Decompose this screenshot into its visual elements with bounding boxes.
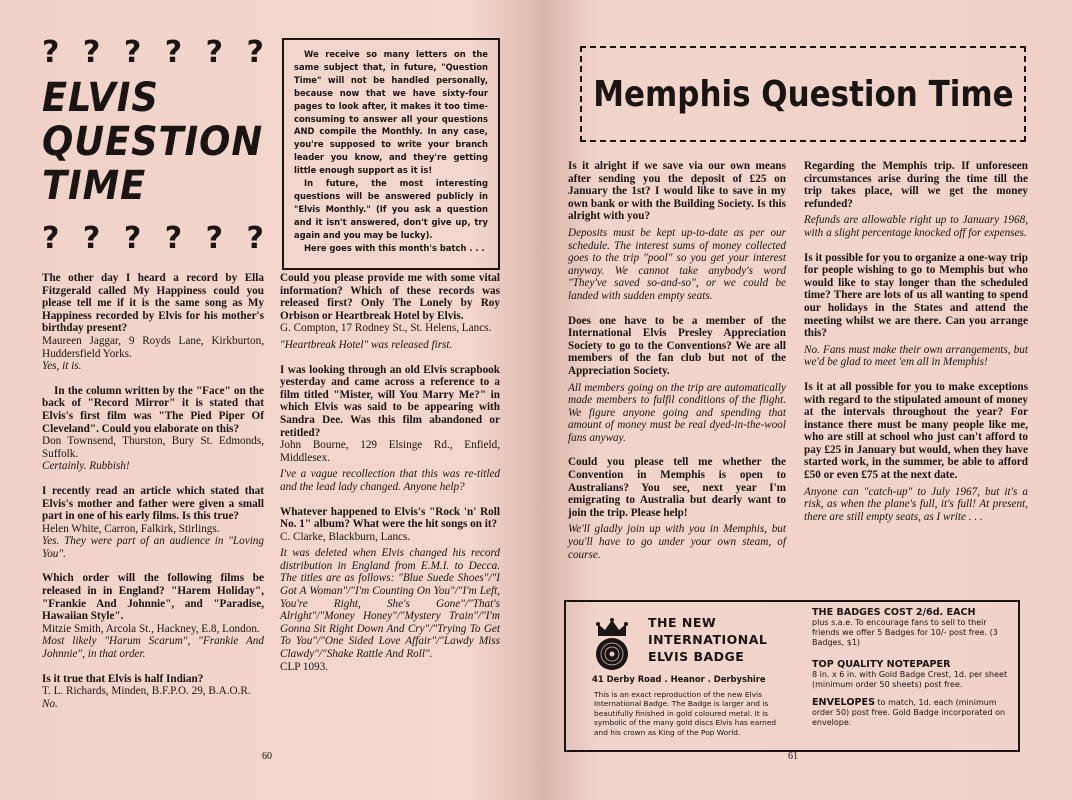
answer-text: We'll gladly join up with you in Memphis, but you'll have to go under your own steam, of course. xyxy=(568,523,786,561)
title-line: TIME xyxy=(42,163,147,209)
sender-text: Mitzie Smith, Arcola St., Hackney, E.8, London. xyxy=(42,622,260,635)
notepaper-heading: TOP QUALITY NOTEPAPER xyxy=(812,659,951,670)
page-number: 61 xyxy=(788,751,798,762)
page-title xyxy=(42,76,263,208)
sender-text: C. Clarke, Blackburn, Lancs. xyxy=(280,530,411,543)
ad-title-line: INTERNATIONAL xyxy=(648,632,768,647)
answer-text: I've a vague recollection that this was re-titled and the lead lady changed. Anyone help? xyxy=(280,468,500,493)
answer-text: No. xyxy=(42,697,58,710)
question-text: The other day I heard a record by Ella Fitzgerald called My Happiness could you please tell me if it is the same song as My Happiness recorded by Elvis for his mother's birthday present? xyxy=(42,272,264,335)
right-column-2 xyxy=(804,160,1028,523)
question-text: Does one have to be a member of the International Elvis Presley Appreciation Society to go to the Conventions? We are all members of the fan club but not of the Appreciation Society. xyxy=(568,314,786,377)
page-title: Memphis Question Time xyxy=(592,73,1014,115)
ad-title-line: ELVIS BADGE xyxy=(648,649,745,664)
answer-text: It was deleted when Elvis changed his record distribution in England from E.M.I. to Decca. The titles are as follows: "Blue Suede Shoes"/"I Got A Woman"/"I'm Counting On You"/"I'm Left, You're Right, She's Gone"/"That's Alright"/"Money Honey"/"Mystery Train"/"I'm Gonna Sit Right Down And Cry"/"Trying To Get To You"/"One Sided Love Affair"/"Lawdy Miss Clawdy"/"Shake Rattle And Roll". xyxy=(280,547,500,661)
question-mark: ? xyxy=(246,35,264,70)
answer-text: Yes. They were part of an audience in "Loving You". xyxy=(42,535,264,560)
question-mark: ? xyxy=(42,221,60,256)
question-mark: ? xyxy=(42,35,60,70)
left-column-1 xyxy=(42,272,264,710)
answer-text: Yes, it is. xyxy=(42,360,82,373)
catalogue-number: CLP 1093. xyxy=(280,660,329,673)
question-mark: ? xyxy=(82,221,101,256)
sender-text: Maureen Jaggar, 9 Royds Lane, Kirkburton, Huddersfield Yorks. xyxy=(42,334,264,360)
sender-text: Helen White, Carron, Falkirk, Stirlings. xyxy=(42,522,220,535)
title-line: ELVIS xyxy=(42,75,159,121)
answer-text: Certainly. Rubbish! xyxy=(42,460,130,473)
question-mark: ? xyxy=(246,221,264,256)
question-text: Is it at all possible for you to make exceptions with regard to the stipulated amount of money at the intervals throughout the year? For instance there must be many people like me, who are still at school who just can't afford to pay £25 in January but would, when they have started work, in the summer, be able to afford £50 or even £75 at the next date. xyxy=(804,380,1028,482)
intro-paragraph: Here goes with this month's batch . . . xyxy=(304,242,485,253)
answer-text: Anyone can "catch-up" to July 1967, but it's a risk, as when the plane's full, it's full! At present, there are still empty seats, as I write . . . xyxy=(804,485,1028,523)
intro-paragraph: In future, the most interesting questions will be answered publicly in "Elvis Monthly." (If you ask a question and it isn't answered, don't give up, try again and you may be lucky). xyxy=(294,178,488,240)
ad-address: 41 Derby Road . Heanor . Derbyshire xyxy=(592,674,766,684)
question-text: I recently read an article which stated that Elvis's mother and father were given a small part in one of his early films. Is this true? xyxy=(42,484,264,523)
question-text: Is it possible for you to organize a one-way trip for people wishing to go to Memphis but who would like to stay longer than the scheduled time? There are lots of us all wanting to spend our holidays in the States and attend the meeting whilst we are there. Can you arrange this? xyxy=(804,251,1028,340)
answer-text: "Heartbreak Hotel" was released first. xyxy=(280,338,453,351)
left-page xyxy=(0,0,534,800)
question-text: Regarding the Memphis trip. If unforeseen circumstances arise during the time till the trip takes place, will we get the money refunded? xyxy=(804,160,1028,210)
title-box xyxy=(580,46,1026,142)
crown-record-badge-icon xyxy=(594,616,630,672)
question-text: Is it true that Elvis is half Indian? xyxy=(42,672,204,685)
answer-text: Refunds are allowable right up to January 1968, with a slight percentage knocked off for expenses. xyxy=(804,214,1028,239)
badges-price-heading: THE BADGES COST 2/6d. EACH xyxy=(812,607,976,618)
sender-text: T. L. Richards, Minden, B.F.P.O. 29, B.A.O.R. xyxy=(42,685,251,698)
ad-description: This is an exact reproduction of the new Elvis International Badge. The Badge is larger and is beautifully finished in gold coloured metal. It is symbolic of the many gold discs Elvis has earned and his crown as King of the Pop World. xyxy=(594,690,777,737)
intro-box xyxy=(282,38,500,270)
ad-title xyxy=(648,614,767,665)
notepaper-text: 8 in. x 6 in. with Gold Badge Crest, 1d. per sheet (minimum order 50 sheets) post free. xyxy=(812,670,1008,689)
sender-text: G. Compton, 17 Rodney St., St. Helens, Lancs. xyxy=(280,322,492,335)
answer-text: All members going on the trip are automatically made members to fulfil conditions of the flight. We figure anyone going and spending that amount of money must be real dyed-in-the-wool fans anyway. xyxy=(568,381,786,444)
question-marks-bottom xyxy=(42,221,264,256)
right-column-1 xyxy=(568,160,786,561)
answer-text: Most likely "Harum Scarum", "Frankie And Johnnie", in that order. xyxy=(42,635,264,661)
question-text: Could you please tell me whether the Convention in Memphis is open to Australians? You see, next year I'm emigrating to Australia but dearly want to join the trip. Please help! xyxy=(568,456,786,519)
question-mark: ? xyxy=(205,221,224,256)
question-mark: ? xyxy=(123,221,142,256)
badge-advertisement xyxy=(564,600,1020,752)
question-text: In the column written by the "Face" on the back of "Record Mirror" it is stated that Elvis's first film was "The Pied Piper Of Cleveland". Could you elaborate on this? xyxy=(42,384,264,435)
ad-right-panel xyxy=(812,608,1014,728)
question-mark: ? xyxy=(164,221,183,256)
sender-text: John Bourne, 129 Elsinge Rd., Enfield, Middlesex. xyxy=(280,439,500,464)
answer-text: No. Fans must make their own arrangements, but we'd be glad to meet 'em all in Memphis! xyxy=(804,343,1028,369)
left-column-2 xyxy=(280,272,500,673)
question-text: Which order will the following films be released in in England? "Harem Holiday", "Frankie And Johnnie", and "Paradise, Hawaiian Style". xyxy=(42,572,264,623)
question-text: Is it alright if we save via our own means after sending you the deposit of £25 on January the 1st? I would like to save in my own bank or with the Building Society. Is this alright with you? xyxy=(568,160,786,223)
question-text: Could you please provide me with some vital information? Which of these records was released first? Only The Lonely by Roy Orbison or Heartbreak Hotel by Elvis. xyxy=(280,272,500,322)
badges-price-text: plus s.a.e. To encourage fans to sell to their friends we offer 5 Badges for 10/- post free. (3 Badges, $1) xyxy=(812,618,998,647)
question-text: Whatever happened to Elvis's "Rock 'n' Roll No. 1" album? What were the hit songs on it? xyxy=(280,505,500,531)
answer-text: Deposits must be kept up-to-date as per our schedule. The interest sums of money collected goes to the trip "pool" so you get your interest anyway. We cannot take anybody's word "They've saved so-and-so", or we could be landed with sudden empty seats. xyxy=(568,226,786,302)
ad-title-line: THE NEW xyxy=(648,615,717,630)
question-mark: ? xyxy=(205,35,224,70)
envelopes-text: to match, 1d. each (minimum order 50) post free. Gold Badge incorporated on envelope. xyxy=(812,698,1006,727)
title-line: QUESTION xyxy=(42,119,264,165)
question-mark: ? xyxy=(123,35,142,70)
right-page xyxy=(538,0,1072,800)
question-mark: ? xyxy=(164,35,183,70)
envelopes-heading: ENVELOPES xyxy=(812,697,875,708)
intro-paragraph: We receive so many letters on the same subject that, in future, "Question Time" will not be handled personally, because now that we have sixty-four pages to look after, it makes it too time-consuming to answer all your questions AND compile the Monthly. In any case, you're supposed to write your branch leader you know, and they're getting little enough support as it is! xyxy=(294,49,488,176)
page-number: 60 xyxy=(262,751,272,762)
question-mark: ? xyxy=(82,35,101,70)
sender-text: Don Townsend, Thurston, Bury St. Edmonds, Suffolk. xyxy=(42,435,264,460)
question-text: I was looking through an old Elvis scrapbook yesterday and came across a reference to a film titled "Mister, will You Marry Me?" in which Elvis was said to be appearing with Sandra Dee. Was this film abandoned or retitled? xyxy=(280,363,500,439)
question-marks-top xyxy=(42,35,264,70)
